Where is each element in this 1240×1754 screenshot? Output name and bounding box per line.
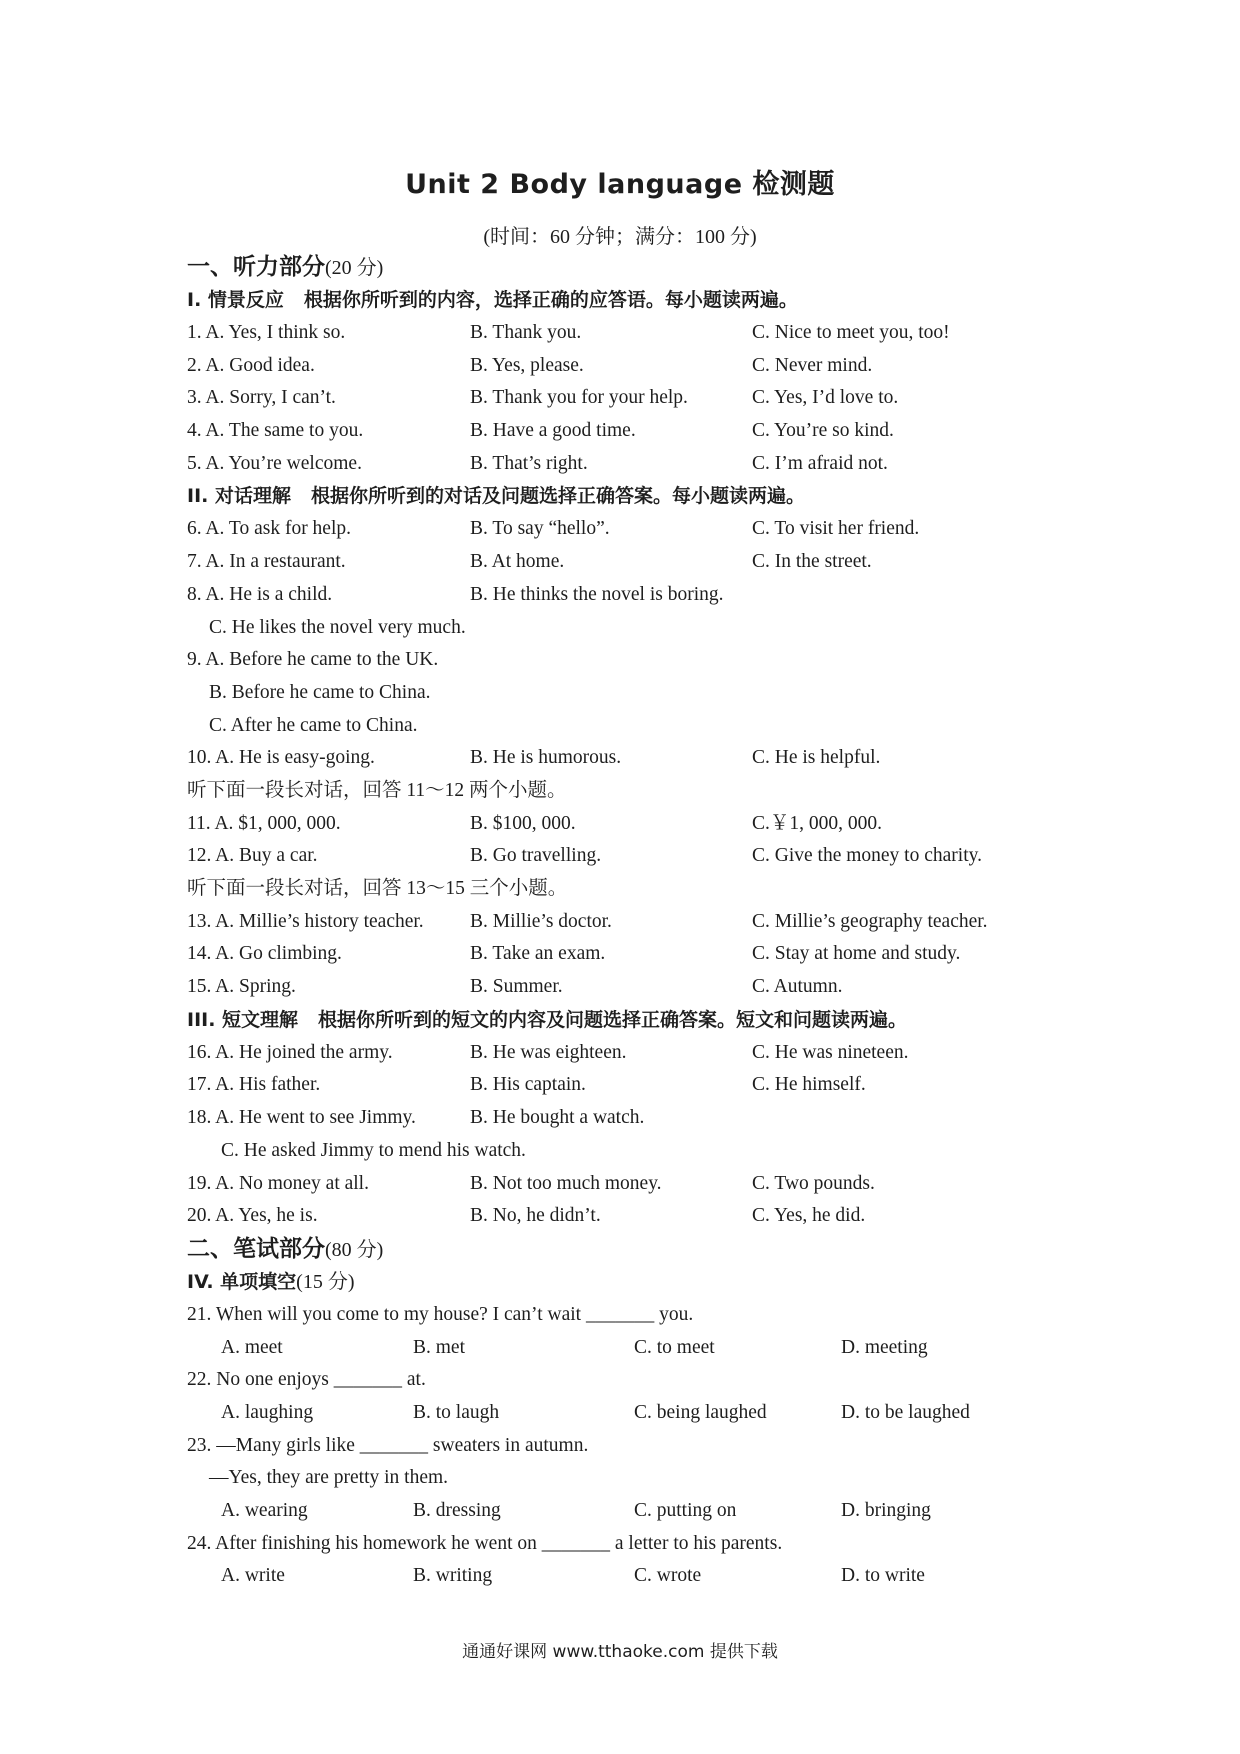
option-b: B. Take an exam.: [470, 943, 606, 965]
option-a: 13. A. Millie’s history teacher.: [187, 910, 424, 932]
section-instruction: 根据你所听到的内容，选择正确的应答语。每小题读两遍。: [303, 289, 798, 311]
option-a: A. wearing: [221, 1500, 308, 1521]
option-a: 5. A. You’re welcome.: [187, 452, 362, 474]
option-b: B. He was eighteen.: [470, 1041, 627, 1063]
option-b: B. Have a good time.: [470, 420, 636, 442]
question-row: [187, 1037, 1067, 1070]
option-b: B. Yes, please.: [470, 354, 584, 376]
question-row: [187, 1200, 1067, 1233]
question-row: [187, 382, 1067, 415]
option-b: B. Before he came to China.: [209, 681, 431, 703]
option-b: B. Go travelling.: [470, 845, 602, 867]
option-a: 3. A. Sorry, I can’t.: [187, 387, 336, 409]
option-c: C. He himself.: [752, 1074, 866, 1096]
option-a: 10. A. He is easy-going.: [187, 747, 375, 769]
part-score: (20 分): [325, 257, 384, 279]
option-a: 11. A. $1, 000, 000.: [187, 812, 341, 834]
option-b: B. dressing: [413, 1500, 501, 1521]
option-b: B. Summer.: [470, 976, 563, 998]
option-a: 15. A. Spring.: [187, 976, 296, 998]
option-a: 7. A. In a restaurant.: [187, 551, 346, 573]
page-subtitle: (时间：60 分钟；满分：100 分): [483, 226, 757, 248]
option-b: B. Thank you.: [470, 322, 582, 343]
option-c: C.￥1, 000, 000.: [752, 812, 883, 834]
question-row: [187, 415, 1067, 448]
option-a: A. write: [221, 1565, 285, 1587]
question-row: [187, 742, 1067, 775]
option-c: C. Millie’s geography teacher.: [752, 910, 988, 932]
option-b: B. His captain.: [470, 1074, 586, 1096]
option-b: B. That’s right.: [470, 452, 588, 474]
option-a: A. meet: [221, 1336, 283, 1358]
option-c: C. putting on: [634, 1500, 737, 1521]
option-a: 2. A. Good idea.: [187, 354, 315, 376]
option-d: D. to be laughed: [841, 1401, 970, 1423]
option-c: C. In the street.: [752, 551, 872, 573]
section-title: II. 对话理解: [187, 485, 291, 508]
option-c: C. Stay at home and study.: [752, 943, 961, 965]
part-title: 二、笔试部分: [187, 1235, 325, 1262]
question-row: [187, 808, 1067, 841]
option-a: 14. A. Go climbing.: [187, 943, 342, 965]
option-c: C. to meet: [634, 1336, 715, 1358]
option-b: B. He is humorous.: [470, 747, 622, 769]
option-c: C. Two pounds.: [752, 1172, 875, 1194]
question-stem: 24. After finishing his homework he went on _______ a letter to his parents.: [187, 1532, 783, 1554]
question-row: [187, 644, 1067, 677]
option-b: B. He bought a watch.: [470, 1107, 645, 1129]
option-b: B. $100, 000.: [470, 812, 576, 834]
option-b: B. He thinks the novel is boring.: [470, 583, 724, 605]
question-row: [187, 840, 1067, 873]
question-stem-reply: —Yes, they are pretty in them.: [209, 1467, 449, 1489]
part-heading-written: [187, 1233, 1067, 1266]
question-row: [187, 710, 1067, 743]
option-a: A. laughing: [221, 1401, 314, 1423]
question-row: [187, 677, 1067, 710]
section-instruction: 根据你所听到的对话及问题选择正确答案。每小题读两遍。: [310, 485, 805, 508]
option-a: 18. A. He went to see Jimmy.: [187, 1107, 416, 1129]
option-b: B. to laugh: [413, 1401, 500, 1423]
option-a: 17. A. His father.: [187, 1074, 321, 1096]
question-row: [187, 1135, 1067, 1168]
option-c: C. He asked Jimmy to mend his watch.: [221, 1139, 526, 1161]
option-a: 6. A. To ask for help.: [187, 518, 352, 540]
part-score: (80 分): [325, 1238, 384, 1261]
question-row: [187, 906, 1067, 939]
option-a: 9. A. Before he came to the UK.: [187, 649, 439, 671]
option-d: D. meeting: [841, 1336, 928, 1358]
option-b: B. Not too much money.: [470, 1172, 662, 1194]
option-c: C. I’m afraid not.: [752, 452, 888, 474]
question-row: [187, 317, 1067, 350]
question-row: [187, 938, 1067, 971]
section-heading-4: [187, 1266, 1067, 1299]
section-heading-1: [187, 284, 1067, 317]
listening-note: 听下面一段长对话，回答 11～12 两个小题。: [187, 779, 567, 801]
question-row: [187, 612, 1067, 645]
question-row: [187, 1462, 1067, 1495]
option-b: B. Millie’s doctor.: [470, 910, 612, 932]
question-row: [187, 448, 1067, 481]
part-title: 一、听力部分: [187, 254, 325, 280]
option-c: C. being laughed: [634, 1401, 767, 1423]
option-b: B. No, he didn’t.: [470, 1205, 601, 1227]
exam-content: [187, 251, 1067, 1593]
question-row: [187, 1069, 1067, 1102]
option-b: B. met: [413, 1336, 465, 1358]
option-row: [187, 1495, 1067, 1528]
section-score: (15 分): [296, 1270, 355, 1293]
option-c: C. Nice to meet you, too!: [752, 322, 950, 343]
option-b: B. Thank you for your help.: [470, 387, 688, 409]
question-row: [187, 579, 1067, 612]
option-a: 19. A. No money at all.: [187, 1172, 369, 1194]
question-stem: 22. No one enjoys _______ at.: [187, 1369, 426, 1391]
section-title: I. 情景反应: [187, 289, 284, 311]
listening-note: 听下面一段长对话，回答 13～15 三个小题。: [187, 878, 568, 899]
question-stem: 21. When will you come to my house? I can’t wait _______ you.: [187, 1303, 694, 1325]
option-a: 4. A. The same to you.: [187, 420, 364, 442]
question-row: [187, 1168, 1067, 1201]
section-heading-3: [187, 1004, 1067, 1037]
section-title: IV. 单项填空: [187, 1270, 297, 1293]
option-c: C. Never mind.: [752, 354, 873, 376]
option-c: C. Autumn.: [752, 976, 843, 998]
option-a: 16. A. He joined the army.: [187, 1041, 393, 1063]
option-c: C. He was nineteen.: [752, 1041, 909, 1063]
option-c: C. wrote: [634, 1565, 702, 1587]
part-heading-listening: [187, 251, 1067, 284]
option-b: B. To say “hello”.: [470, 518, 610, 540]
page-title: Unit 2 Body language 检测题: [405, 169, 835, 200]
page-footer: 通通好课网 www.tthaoke.com 提供下载: [462, 1642, 778, 1662]
option-c: C. You’re so kind.: [752, 420, 894, 442]
question-row: [187, 513, 1067, 546]
question-stem: 23. —Many girls like _______ sweaters in autumn.: [187, 1434, 589, 1456]
section-title: III. 短文理解: [187, 1008, 299, 1031]
option-c: C. Give the money to charity.: [752, 845, 982, 867]
question-row: [187, 350, 1067, 383]
option-a: 8. A. He is a child.: [187, 583, 333, 605]
option-c: C. He is helpful.: [752, 747, 881, 769]
option-row: [187, 1332, 1067, 1365]
option-d: D. to write: [841, 1565, 925, 1587]
question-row: [187, 546, 1067, 579]
option-a: 20. A. Yes, he is.: [187, 1205, 318, 1227]
option-b: B. writing: [413, 1565, 493, 1587]
option-c: C. Yes, I’d love to.: [752, 387, 899, 409]
option-row: [187, 1560, 1067, 1593]
section-heading-2: [187, 480, 1067, 513]
option-a: 12. A. Buy a car.: [187, 845, 318, 867]
question-row: [187, 971, 1067, 1004]
option-c: C. To visit her friend.: [752, 518, 920, 540]
option-c: C. After he came to China.: [209, 714, 418, 736]
option-b: B. At home.: [470, 551, 565, 573]
option-a: 1. A. Yes, I think so.: [187, 322, 346, 343]
section-instruction: 根据你所听到的短文的内容及问题选择正确答案。短文和问题读两遍。: [318, 1008, 908, 1031]
option-d: D. bringing: [841, 1500, 931, 1521]
option-row: [187, 1397, 1067, 1430]
option-c: C. He likes the novel very much.: [209, 616, 466, 638]
option-c: C. Yes, he did.: [752, 1205, 866, 1227]
question-row: [187, 1102, 1067, 1135]
